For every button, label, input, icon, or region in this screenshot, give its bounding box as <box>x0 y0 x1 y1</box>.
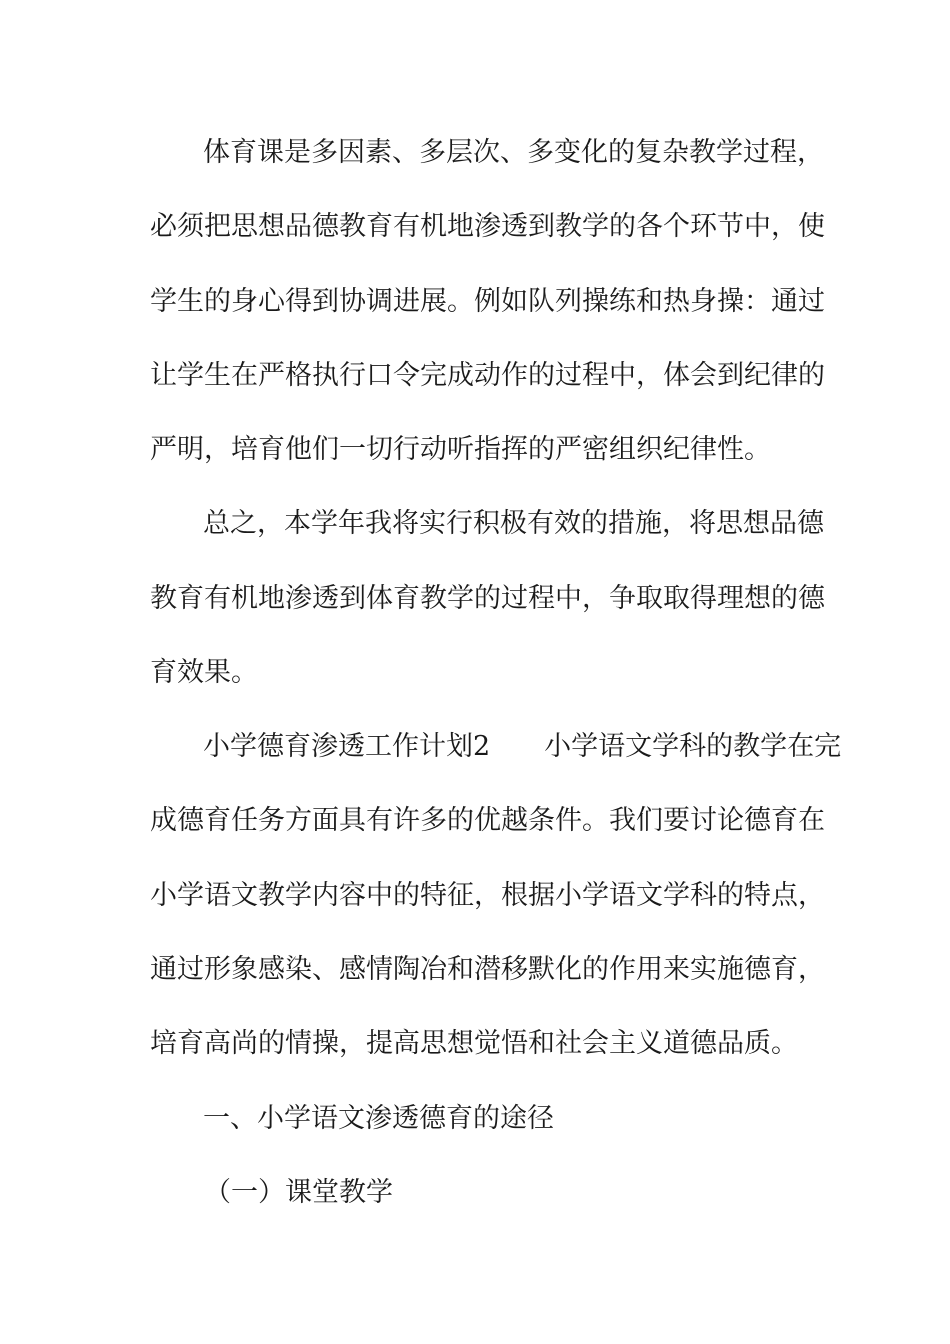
paragraph-3-line-1: 小学德育渗透工作计划2 小学语文学科的教学在完 <box>203 731 842 762</box>
subsection-heading: （一）课堂教学 <box>204 1177 393 1208</box>
paragraph-1-line-2: 必须把思想品德教育有机地渗透到教学的各个环节中，使 <box>150 211 825 242</box>
paragraph-1-line-1: 体育课是多因素、多层次、多变化的复杂教学过程， <box>203 137 824 168</box>
paragraph-1-line-4: 让学生在严格执行口令完成动作的过程中，体会到纪律的 <box>150 360 825 391</box>
section-heading: 一、小学语文渗透德育的途径 <box>203 1103 554 1134</box>
paragraph-2-line-2: 教育有机地渗透到体育教学的过程中，争取取得理想的德 <box>150 583 825 614</box>
paragraph-1-line-5: 严明，培育他们一切行动听指挥的严密组织纪律性。 <box>150 434 771 465</box>
paragraph-3-line-2: 成德育任务方面具有许多的优越条件。我们要讨论德育在 <box>150 805 825 836</box>
paragraph-2-line-3: 育效果。 <box>150 657 258 688</box>
paragraph-3-line-5: 培育高尚的情操，提高思想觉悟和社会主义道德品质。 <box>150 1028 798 1059</box>
paragraph-2-line-1: 总之，本学年我将实行积极有效的措施，将思想品德 <box>203 508 824 539</box>
paragraph-1-line-3: 学生的身心得到协调进展。例如队列操练和热身操：通过 <box>150 286 825 317</box>
paragraph-3-line-3: 小学语文教学内容中的特征，根据小学语文学科的特点， <box>150 880 825 911</box>
paragraph-3-line-4: 通过形象感染、感情陶冶和潜移默化的作用来实施德育， <box>150 954 825 985</box>
